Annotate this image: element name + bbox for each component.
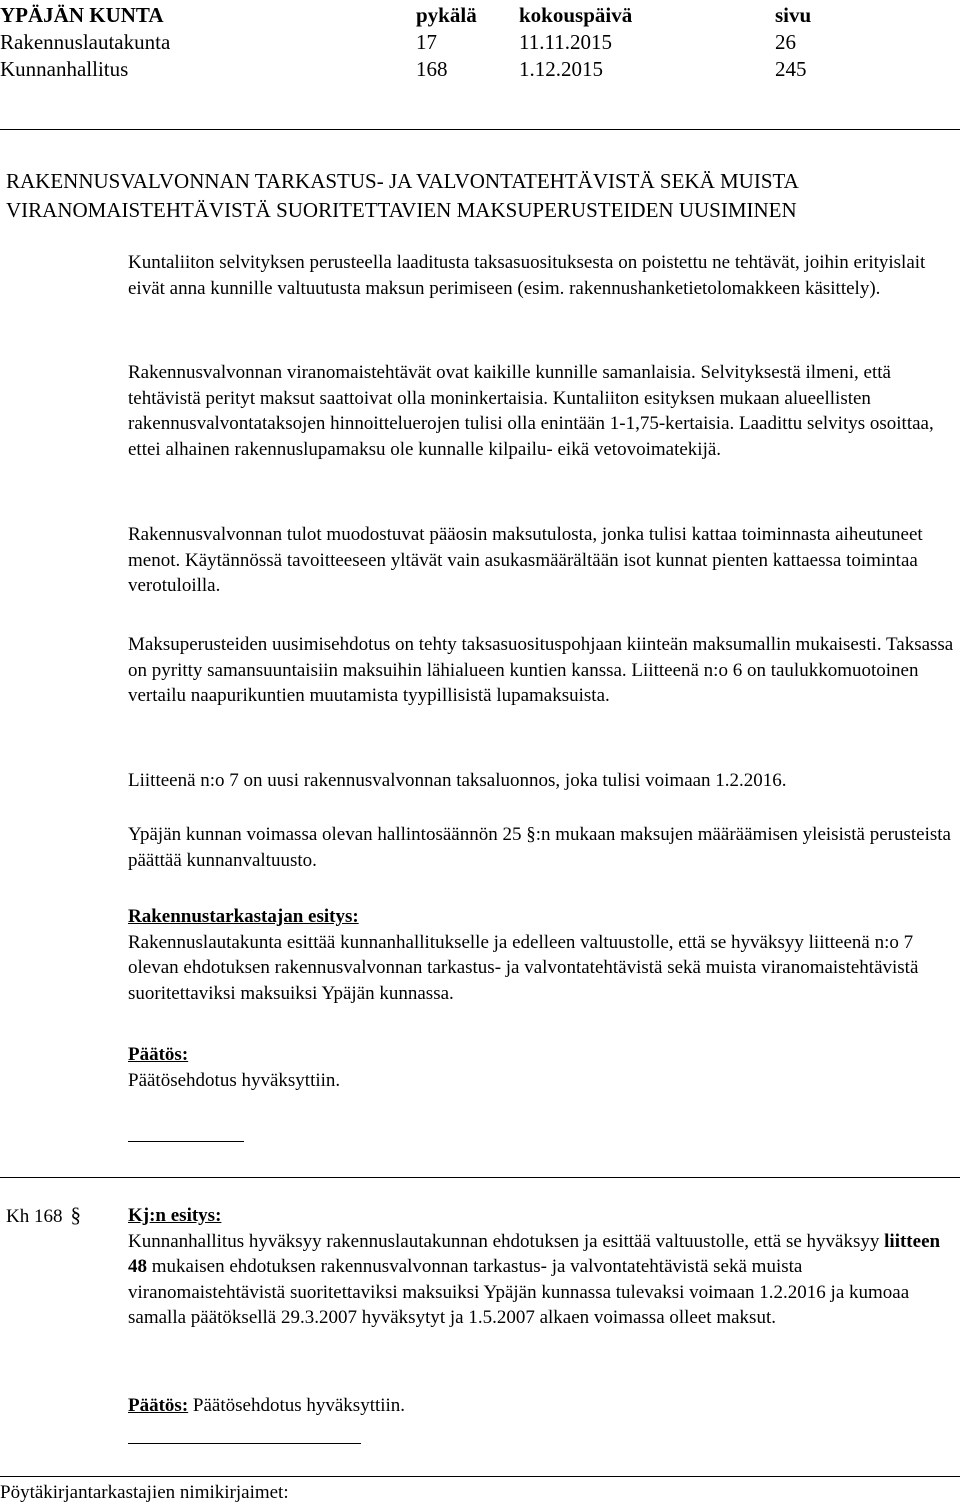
header-row-2-page: 245 [775,57,807,81]
inspector-proposal-heading: Rakennustarkastajan esitys: [128,906,359,927]
decision-2-text: Päätösehdotus hyväksyttiin. [192,1395,406,1416]
municipality-name: YPÄJÄN KUNTA [0,3,164,27]
decision-2 [128,1393,954,1419]
decision-1-text: Päätösehdotus hyväksyttiin. [128,1069,341,1091]
paragraph-5: Liitteenä n:o 7 on uusi rakennusvalvonnan taksaluonnos, joka tulisi voimaan 1.2.2016. [128,770,787,791]
header-divider [0,129,960,130]
header-row-2-section: 168 [416,57,448,81]
kh-label: Kh 168 § [6,1203,81,1227]
decision-1-heading: Päätös: [128,1044,189,1065]
kh-proposal [128,1203,954,1331]
section-divider [0,1177,960,1178]
signature-line-2 [128,1443,361,1444]
kh-proposal-heading: Kj:n esitys: [128,1205,222,1226]
header-row-1-body: Rakennuslautakunta [0,30,171,54]
paragraph-6: Ypäjän kunnan voimassa olevan hallintosäännön 25 §:n mukaan maksujen määräämisen yleisistä perusteista päättää kunnanvaltuusto. [128,824,951,871]
paragraph-2: Rakennusvalvonnan viranomaistehtävät ovat kaikille kunnille samanlaisia. Selvityksestä ilmeni, että tehtävistä perityt maksut saattoivat olla moninkertaisia. Kuntaliiton esityksen mukaan alueellisten rakennusvalvontataksojen hinnoitteluerojen tulisi olla enintään 1-1,75-kertaisia. Laadittu selvitys osoittaa, ettei alhainen rakennuslupamaksu ole kunnalle kilpailu- eikä vetovoimatekijä. [128,362,934,460]
paragraph-4: Maksuperusteiden uusimisehdotus on tehty taksasuosituspohjaan kiinteän maksumallin mukaisesti. Taksassa on pyritty samansuuntaisiin maksuihin lähialueen kuntien kanssa. Liitteenä n:o 6 on taulukkomuotoinen vertailu naapurikuntien muutamista tyypillisistä lupamaksuista. [128,634,954,706]
header-col-date: kokouspäivä [519,3,633,27]
kh-proposal-text: Kunnanhallitus hyväksyy rakennuslautakunnan ehdotuksen ja esittää valtuustolle, että se hyväksyy liitteen 48 mukaisen ehdotuksen rakennusvalvonnan tarkastus- ja valvontatehtävistä sekä muista viranomaistehtävistä suoritettaviksi maksuiksi Ypäjän kunnassa tulevaksi voimaan 1.2.2016 ja kumoaa samalla päätöksellä 29.3.2007 hyväksytyt ja 1.5.2007 alkaen voimassa olleet maksut. [128,1230,941,1328]
header-row-1-date: 11.11.2015 [519,30,612,54]
decision-1 [128,1042,954,1093]
inspector-proposal [128,904,954,1006]
header-row-labels [0,2,164,29]
header-row-2-date: 1.12.2015 [519,57,603,81]
paragraph-1: Kuntaliiton selvityksen perusteella laaditusta taksasuosituksesta on poistettu ne tehtävät, joihin erityislait eivät anna kunnille valtuutusta maksun perimiseen (esim. rakennushanketietolomakkeen käsittely). [128,252,926,299]
header-col-page: sivu [775,3,812,27]
header-col-section: pykälä [416,3,477,27]
title-line-1: RAKENNUSVALVONNAN TARKASTUS- JA VALVONTATEHTÄVISTÄ SEKÄ MUISTA [6,169,799,193]
header-row-1-page: 26 [775,30,796,54]
attachment-reference: liitteen 48 [128,1230,941,1277]
signature-line-1 [128,1141,244,1142]
header-row-1-section: 17 [416,30,437,54]
footer-signatures-label: Pöytäkirjantarkastajien nimikirjaimet: [0,1482,289,1503]
paragraph-3: Rakennusvalvonnan tulot muodostuvat pääosin maksutulosta, jonka tulisi kattaa toiminnasta aiheutuneet menot. Käytännössä tavoitteeseen yltävät vain asukasmäärältään isot kunnat pienten kattaessa toimintaa verotuloilla. [128,524,923,596]
header-row-2-body: Kunnanhallitus [0,57,129,81]
footer-divider [0,1476,960,1477]
decision-2-heading: Päätös: [128,1395,189,1416]
inspector-proposal-text: Rakennuslautakunta esittää kunnanhallitukselle ja edelleen valtuustolle, että se hyväksyy liitteenä n:o 7 olevan ehdotuksen rakennusvalvonnan tarkastus- ja valvontatehtävistä sekä muista viranomaistehtävistä suoritettaviksi maksuiksi Ypäjän kunnassa. [128,931,919,1004]
document-title [6,167,799,225]
title-line-2: VIRANOMAISTEHTÄVISTÄ SUORITETTAVIEN MAKSUPERUSTEIDEN UUSIMINEN [6,198,797,222]
section-sign: § [70,1203,81,1227]
